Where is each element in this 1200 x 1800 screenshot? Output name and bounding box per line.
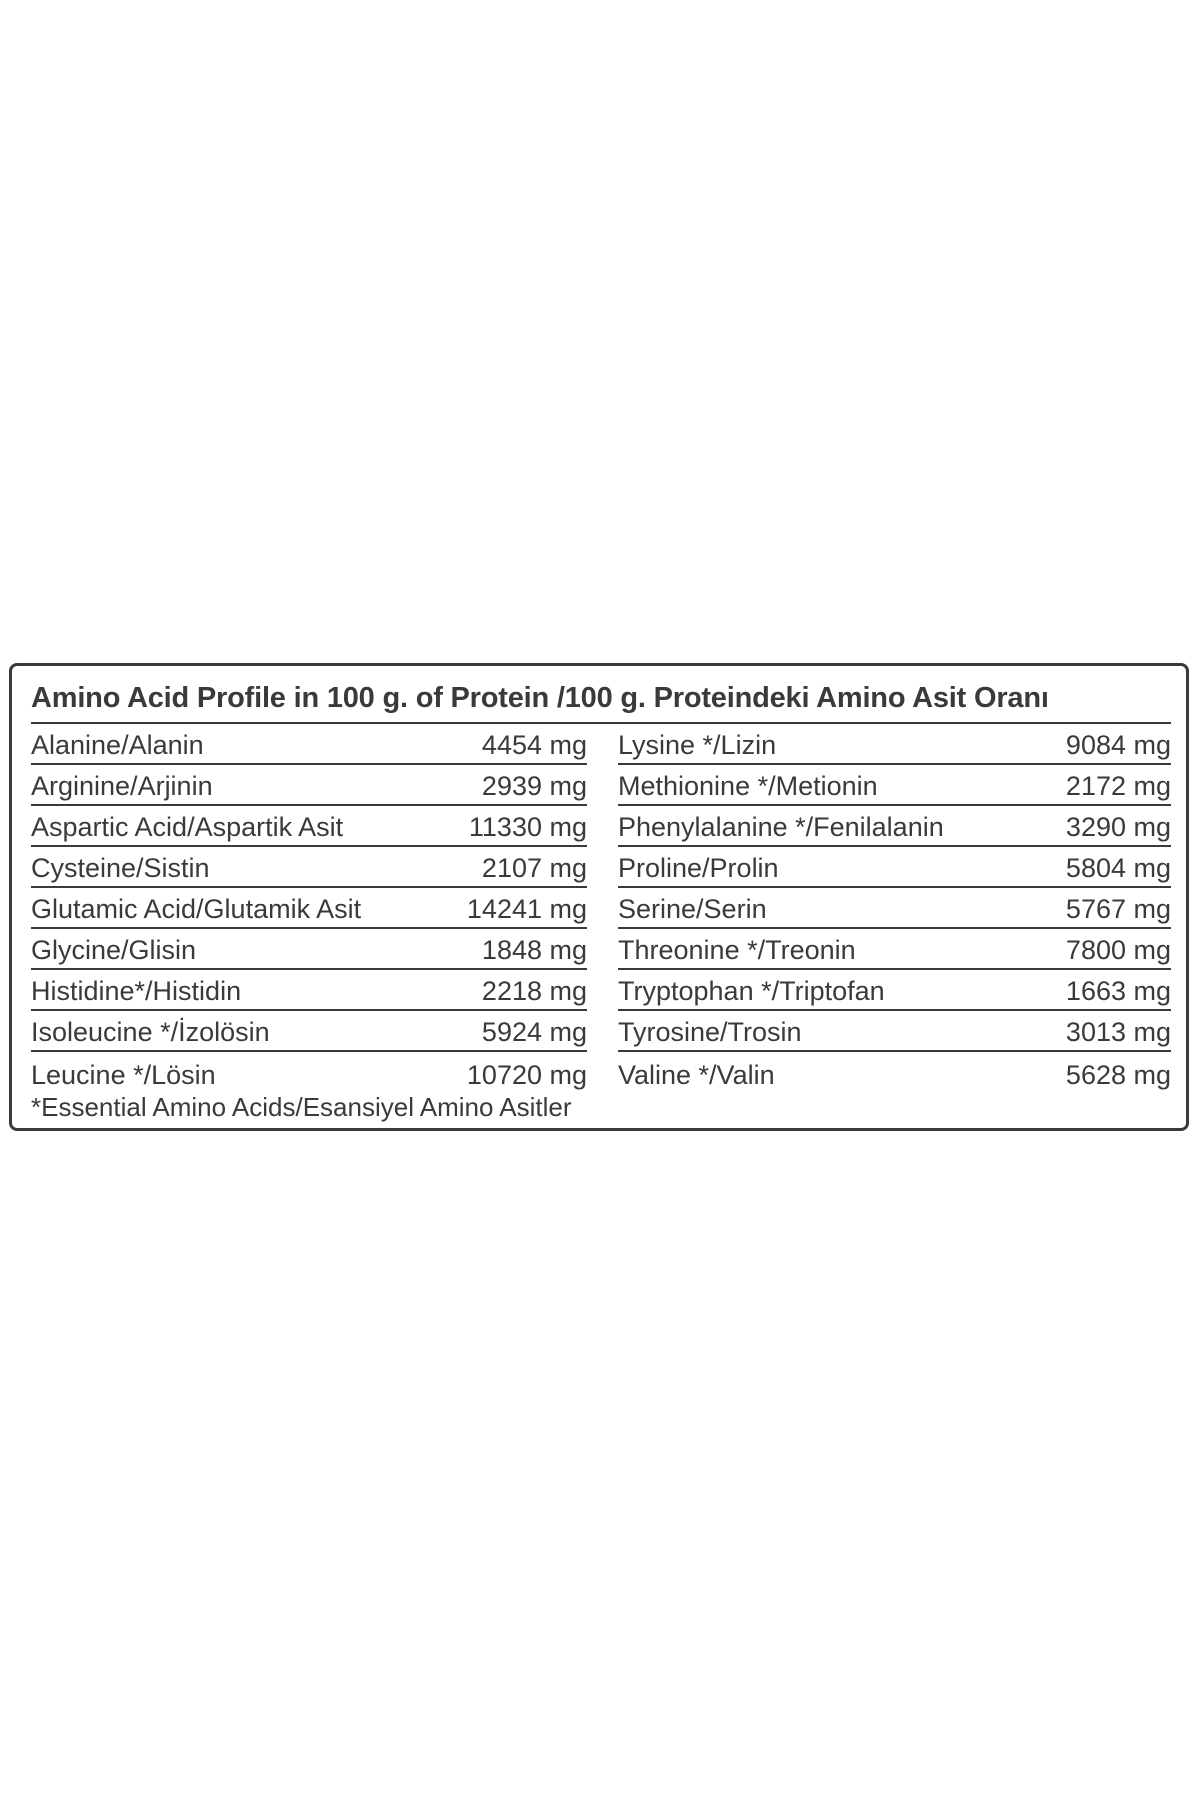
amino-value: 1663 mg xyxy=(1065,976,1171,1006)
table-row xyxy=(618,1052,1171,1093)
amino-name: Methionine */Metionin xyxy=(618,771,878,801)
amino-value: 7800 mg xyxy=(1065,935,1171,965)
amino-name: Arginine/Arjinin xyxy=(31,771,213,801)
table-row xyxy=(618,970,1171,1011)
amino-value: 2218 mg xyxy=(481,976,587,1006)
amino-name: Glutamic Acid/Glutamik Asit xyxy=(31,894,362,924)
amino-name: Histidine*/Histidin xyxy=(31,976,242,1006)
table-row xyxy=(618,888,1171,929)
amino-name: Leucine */Lösin xyxy=(31,1060,216,1090)
amino-name: Isoleucine */İzolösin xyxy=(31,1017,270,1047)
amino-name: Glycine/Glisin xyxy=(31,935,197,965)
table-row xyxy=(618,929,1171,970)
table-row xyxy=(618,847,1171,888)
amino-value: 10720 mg xyxy=(466,1060,587,1090)
table-row xyxy=(618,806,1171,847)
table-row xyxy=(31,888,587,929)
amino-value: 9084 mg xyxy=(1065,730,1171,760)
amino-name: Serine/Serin xyxy=(618,894,767,924)
amino-name: Tryptophan */Triptofan xyxy=(618,976,885,1006)
table-row xyxy=(31,765,587,806)
amino-name: Alanine/Alanin xyxy=(31,730,204,760)
table-row xyxy=(31,1052,587,1093)
amino-value: 5804 mg xyxy=(1065,853,1171,883)
table-row xyxy=(618,1011,1171,1052)
table-row xyxy=(31,724,587,765)
amino-value: 2939 mg xyxy=(481,771,587,801)
amino-value: 14241 mg xyxy=(466,894,587,924)
amino-name: Aspartic Acid/Aspartik Asit xyxy=(31,812,344,842)
table-row xyxy=(31,1011,587,1052)
amino-value: 5628 mg xyxy=(1065,1060,1171,1090)
amino-name: Tyrosine/Trosin xyxy=(618,1017,802,1047)
amino-value: 11330 mg xyxy=(468,812,587,842)
amino-value: 2107 mg xyxy=(481,853,587,883)
amino-value: 3013 mg xyxy=(1065,1017,1171,1047)
table-row xyxy=(31,970,587,1011)
amino-name: Cysteine/Sistin xyxy=(31,853,210,883)
table-row xyxy=(618,724,1171,765)
amino-value: 2172 mg xyxy=(1065,771,1171,801)
amino-value: 1848 mg xyxy=(481,935,587,965)
amino-name: Valine */Valin xyxy=(618,1060,775,1090)
amino-name: Threonine */Treonin xyxy=(618,935,856,965)
table-row xyxy=(31,847,587,888)
amino-value: 5767 mg xyxy=(1065,894,1171,924)
amino-value: 4454 mg xyxy=(481,730,587,760)
amino-name: Phenylalanine */Fenilalanin xyxy=(618,812,944,842)
table-row xyxy=(618,765,1171,806)
amino-name: Lysine */Lizin xyxy=(618,730,777,760)
amino-acid-panel xyxy=(9,663,1189,1131)
amino-value: 3290 mg xyxy=(1065,812,1171,842)
right-column xyxy=(618,724,1171,1093)
footnote: *Essential Amino Acids/Esansiyel Amino Asitler xyxy=(31,1092,572,1122)
panel-title: Amino Acid Profile in 100 g. of Protein /100 g. Proteindeki Amino Asit Oranı xyxy=(31,674,1171,724)
left-column xyxy=(31,724,587,1093)
amino-value: 5924 mg xyxy=(481,1017,587,1047)
table-row xyxy=(31,806,587,847)
table-row xyxy=(31,929,587,970)
amino-name: Proline/Prolin xyxy=(618,853,779,883)
